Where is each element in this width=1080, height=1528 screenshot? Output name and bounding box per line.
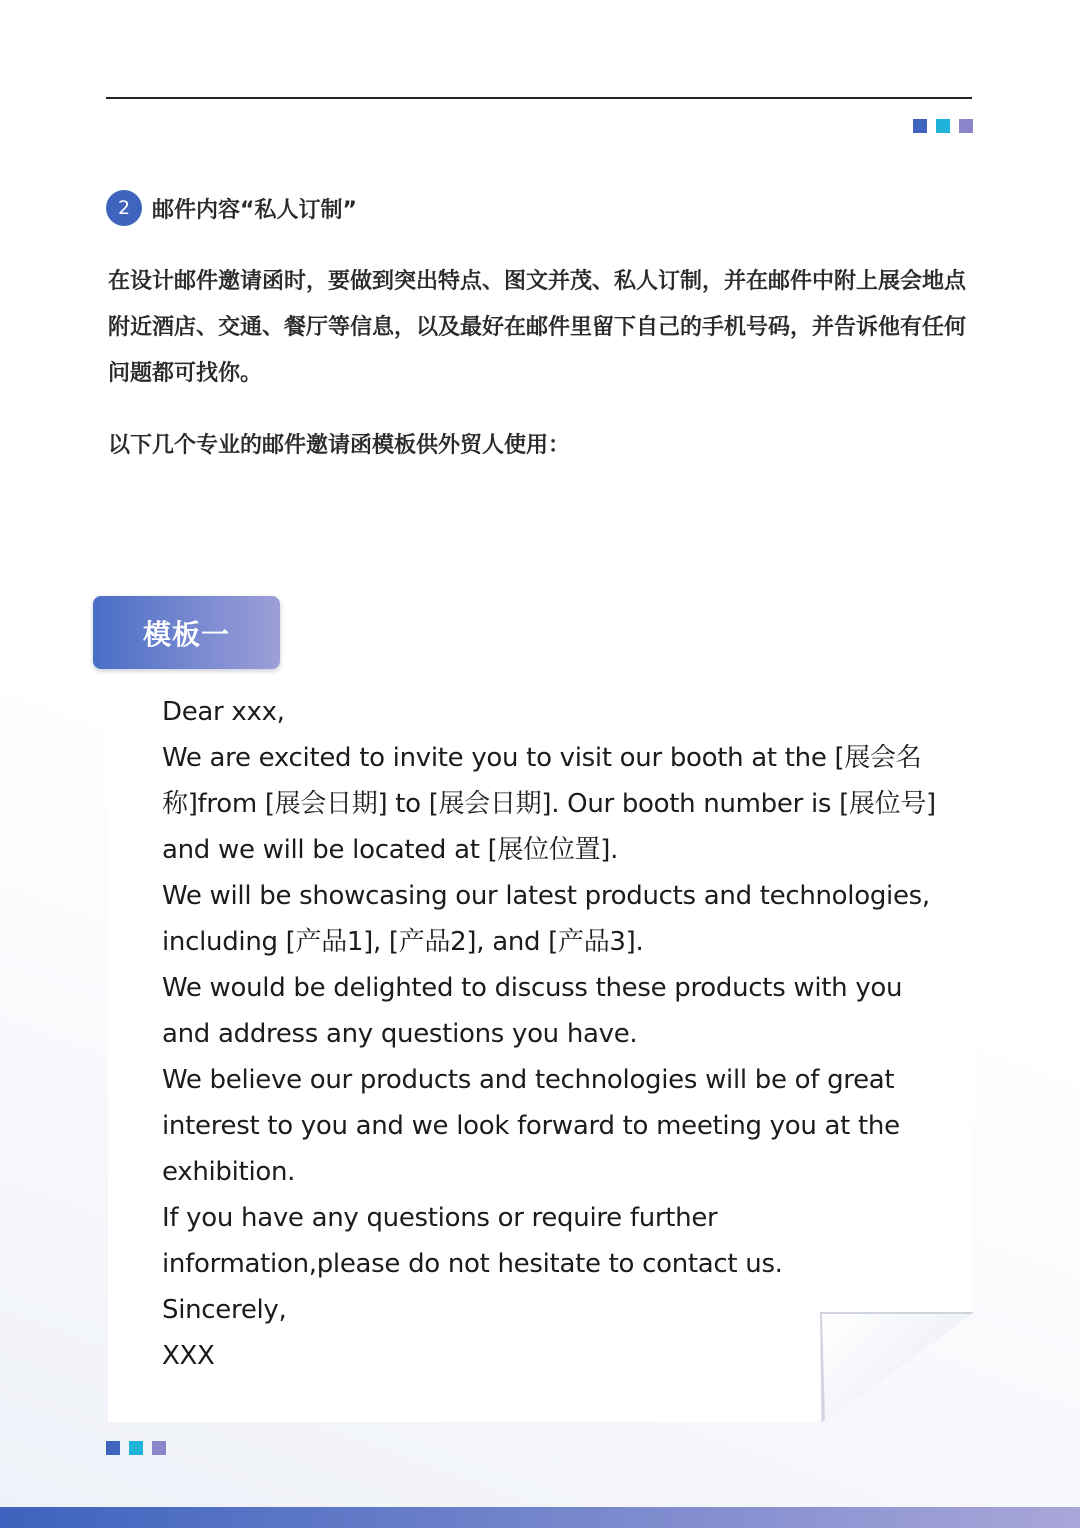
decor-square-cyan	[129, 1441, 143, 1455]
intro-lead: 以下几个专业的邮件邀请函模板供外贸人使用：	[108, 433, 571, 458]
footer-band	[0, 1507, 1080, 1528]
decor-squares-top	[913, 119, 973, 133]
decor-square-purple	[152, 1441, 166, 1455]
decor-square-blue	[106, 1441, 120, 1455]
letter-paragraph-3: We would be delighted to discuss these products with you and address any questions you have.	[162, 973, 903, 1049]
decor-square-blue	[913, 119, 927, 133]
decor-square-cyan	[936, 119, 950, 133]
letter-signature: XXX	[162, 1341, 215, 1371]
letter-paragraph-2: We will be showcasing our latest products and technologies, including [产品1], [产品2], and [产品3].	[162, 881, 930, 957]
decor-squares-bottom	[106, 1441, 166, 1455]
letter-closing: Sincerely,	[162, 1295, 287, 1325]
section-number-badge: 2	[106, 190, 142, 226]
letter-greeting: Dear xxx,	[162, 697, 285, 727]
section-title: 邮件内容“私人订制”	[152, 197, 357, 223]
template-tab	[93, 596, 280, 669]
intro-paragraph: 在设计邮件邀请函时，要做到突出特点、图文并茂、私人订制，并在邮件中附上展会地点附近酒店、交通、餐厅等信息，以及最好在邮件里留下自己的手机号码，并告诉他有任何问题都可找你。	[108, 269, 967, 386]
section-heading	[106, 190, 357, 226]
letter-paragraph-4: We believe our products and technologies will be of great interest to you and we look forward to meeting you at the exhibition.	[162, 1065, 900, 1187]
template-tab-label: 模板一	[142, 617, 230, 651]
letter-body	[162, 689, 942, 1379]
decor-square-purple	[959, 119, 973, 133]
letter-paragraph-5: If you have any questions or require further information,please do not hesitate to contact us.	[162, 1203, 783, 1279]
header-rule	[106, 97, 972, 99]
letter-paragraph-1: We are excited to invite you to visit our booth at the [展会名称]from [展会日期] to [展会日期]. Our booth number is [展位号] and we will be located at [展位位置].	[162, 743, 936, 865]
